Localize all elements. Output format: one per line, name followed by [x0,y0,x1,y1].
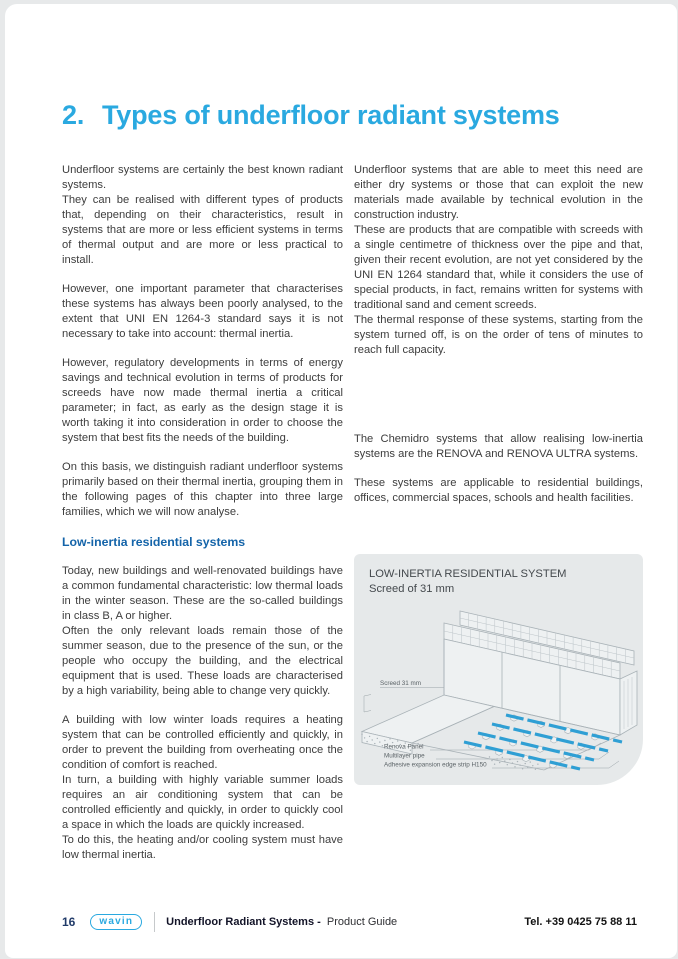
body-paragraph: Underfloor systems that are able to meet this need are either dry systems or those that can exploit the new materials made available by technical evolution in the construction industry. [354,164,643,221]
footer-phone: Tel. +39 0425 75 88 11 [524,916,637,928]
diagram-label-screed: Screed 31 mm [380,680,421,687]
body-paragraph: Today, new buildings and well-renovated buildings have a common fundamental characteristic: low thermal loads in the winter season. These are the so-called buildings in class B, A or higher. [62,565,343,622]
right-column [354,163,643,863]
body-paragraph: On this basis, we distinguish radiant underfloor systems primarily based on their thermal inertia, grouping them in the following pages of this chapter into three large families, which we will now analyse. [62,461,343,518]
diagram-label-pipe: Multilayer pipe [384,752,425,760]
diagram-label-edge-strip: Adhesive expansion edge strip H150 [384,761,487,769]
body-paragraph: These systems are applicable to residential buildings, offices, commercial spaces, schools and health facilities. [354,477,643,504]
document-page [5,4,677,958]
body-paragraph: Often the only relevant loads remain those of the summer season, due to the presence of the sun, or the people who occupy the building, and the electrical equipment that is used. These loads are characterised by a high variability, being able to change very quickly. [62,625,343,697]
chapter-number: 2. [62,100,85,130]
figure-title: LOW-INERTIA RESIDENTIAL SYSTEM [369,568,567,580]
body-paragraph: The Chemidro systems that allow realising low-inertia systems are the RENOVA and RENOVA ULTRA systems. [354,433,643,460]
body-paragraph: A building with low winter loads requires a heating system that can be controlled efficiently and quickly, in order to prevent the building from overheating once the condition of comfort is reached. [62,714,343,771]
page-number: 16 [62,915,76,929]
body-paragraph: They can be realised with different types of products that, depending on their characteristics, result in systems that are more or less efficient systems in terms of thermal output and are more or less practical to install. [62,194,343,266]
chapter-title-text: Types of underfloor radiant systems [102,100,560,130]
section-heading: Low-inertia residential systems [62,535,246,549]
diagram-label-panel: Renova Panel [384,743,424,751]
body-paragraph: In turn, a building with highly variable summer loads requires an air conditioning system that can be controlled efficiently and quickly, in order to quickly cool a space in which the loads are quickly increased. [62,774,343,831]
body-paragraph: However, one important parameter that characterises these systems has always been poorly analysed, to the extent that UNI EN 1264-3 standard says it is not necessary to take into account: thermal inertia. [62,283,343,340]
body-paragraph: Underfloor systems are certainly the best known radiant systems. [62,164,343,191]
body-paragraph: However, regulatory developments in terms of energy savings and technical evolution in terms of products for screeds have now made thermal inertia a critical parameter; in fact, as early as the design stage it is worth taking it into consideration in order to choose the system that best fits the needs of the building. [62,357,343,444]
right-column-text [354,163,643,506]
page-footer [62,911,637,933]
chapter-title [62,98,637,132]
wavin-logo: wavin [90,914,142,930]
two-column-body [62,163,643,863]
left-column [62,163,343,863]
document-title-bold: Underfloor Radiant Systems - [166,916,321,928]
isometric-diagram [354,599,643,785]
figure-subtitle: Screed of 31 mm [369,583,455,595]
document-title [166,916,397,928]
figure-box [354,554,643,785]
body-paragraph: The thermal response of these systems, starting from the system turned off, is on the order of tens of minutes to reach full capacity. [354,314,643,356]
document-title-regular: Product Guide [326,916,398,928]
body-paragraph: These are products that are compatible with screeds with a single centimetre of thickness over the pipe and that, given their recent evolution, are not yet considered by the UNI EN 1264 standard that, while it considers the use of special products, in fact, remains written for systems with traditional sand and cement screeds. [354,224,643,311]
body-paragraph: To do this, the heating and/or cooling system must have low thermal inertia. [62,834,343,861]
footer-divider [154,912,155,932]
footer-left [62,912,397,932]
